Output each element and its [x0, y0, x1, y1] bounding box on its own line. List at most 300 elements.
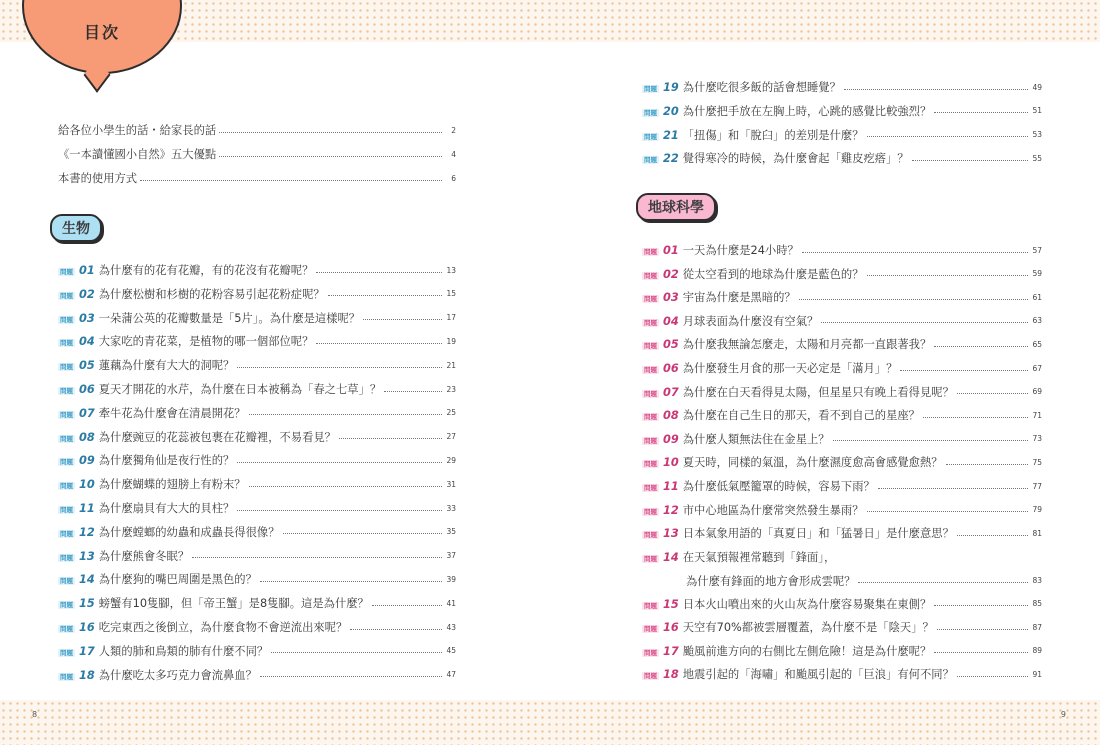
toc-entry[interactable]	[642, 384, 1042, 400]
toc-entry-label	[642, 384, 954, 400]
toc-entry[interactable]	[58, 619, 456, 635]
question-badge: 問題	[60, 625, 73, 633]
page-ref: 77	[1032, 481, 1042, 491]
page-ref: 65	[1032, 339, 1042, 349]
question-title: 日本火山噴出來的火山灰為什麼容易聚集在東側？	[682, 597, 932, 611]
toc-entry[interactable]	[642, 502, 1042, 518]
question-badge: 問題	[644, 672, 657, 681]
toc-entry-label	[642, 336, 931, 352]
toc-entry[interactable]	[58, 452, 456, 468]
toc-entry-label	[58, 429, 336, 445]
toc-entry-label	[58, 619, 347, 635]
question-title: 日本氣象用語的「真夏日」和「猛暑日」是什麼意思？	[682, 527, 954, 541]
dot-leader	[237, 462, 442, 463]
question-number: 16	[79, 621, 95, 634]
question-badge: 問題	[60, 529, 73, 538]
question-number: 03	[663, 291, 679, 305]
question-number: 16	[663, 621, 679, 635]
toc-entry[interactable]	[642, 478, 1042, 494]
question-title: 為什麼吃太多巧克力會流鼻血？	[98, 668, 257, 682]
toc-entry-label	[58, 476, 246, 492]
toc-entry-label	[58, 381, 381, 397]
page-ref: 73	[1032, 434, 1042, 444]
question-title: 為什麼狗的嘴巴周圍是黑色的？	[98, 573, 257, 587]
page-ref: 89	[1032, 646, 1042, 656]
page-ref: 35	[446, 527, 456, 537]
page-ref: 4	[451, 149, 456, 159]
dot-leader	[867, 136, 1029, 137]
question-badge: 問題	[644, 507, 657, 516]
question-badge: 問題	[60, 410, 73, 419]
question-title: 蓮藕為什麼有大大的洞呢？	[98, 359, 235, 373]
question-title: 為什麼有的花有花瓣，有的花沒有花瓣呢？	[98, 264, 314, 277]
toc-entry-label	[58, 357, 234, 373]
question-title: 為什麼吃很多飯的話會想睡覺？	[682, 81, 841, 94]
question-badge: 問題	[60, 268, 73, 276]
question-badge: 問題	[60, 506, 73, 514]
dot-leader	[249, 486, 442, 487]
question-title: 吃完東西之後倒立，為什麼食物不會逆流出來呢？	[98, 621, 348, 634]
dot-leader	[192, 557, 442, 558]
question-title: 在天氣預報裡常聽到「鋒面」，	[682, 550, 836, 564]
page-ref: 61	[1032, 292, 1042, 302]
question-number: 12	[79, 525, 95, 539]
toc-entry[interactable]	[58, 667, 456, 683]
toc-entry-label	[58, 571, 257, 587]
dot-leader	[878, 488, 1028, 489]
question-title: 夏天才開花的水芹，為什麼在日本被稱為「春之七草」？	[98, 383, 382, 396]
page-ref: 33	[446, 503, 456, 513]
question-number: 18	[79, 668, 95, 682]
dot-leader	[372, 605, 442, 606]
question-number: 14	[663, 550, 679, 564]
dot-leader	[934, 652, 1028, 653]
question-badge: 問題	[644, 108, 657, 117]
question-number: 18	[663, 668, 679, 682]
question-title: 本書的使用方式	[58, 172, 138, 185]
page-ref: 47	[446, 670, 456, 680]
page-number-right: 9	[1060, 710, 1066, 719]
dot-leader	[937, 629, 1028, 630]
question-number: 20	[663, 104, 679, 118]
question-number: 09	[663, 432, 679, 446]
toc-entry[interactable]	[642, 666, 1042, 682]
question-number: 15	[79, 597, 95, 611]
question-number: 17	[663, 644, 679, 658]
dot-leader	[821, 322, 1028, 323]
question-title: 為什麼低氣壓籠罩的時候，容易下雨？	[682, 480, 875, 493]
question-number: 11	[79, 502, 95, 515]
toc-entry[interactable]	[642, 336, 1042, 352]
toc-entry-label	[642, 407, 920, 423]
dot-leader	[957, 535, 1028, 536]
question-title: 從太空看到的地球為什麼是藍色的？	[682, 267, 864, 281]
toc-entry-label	[58, 170, 137, 186]
toc-entry[interactable]	[642, 407, 1042, 423]
dot-leader	[339, 438, 442, 439]
question-badge: 問題	[60, 339, 73, 348]
question-badge: 問題	[644, 625, 657, 634]
question-badge: 問題	[644, 318, 657, 327]
toc-entry-label	[642, 478, 875, 494]
dot-leader	[283, 533, 443, 534]
toc-entry-label	[58, 548, 189, 564]
toc-entry[interactable]	[642, 643, 1042, 659]
dot-leader	[219, 156, 442, 157]
dot-leader	[934, 112, 1028, 113]
question-badge: 問題	[644, 531, 657, 540]
toc-entry-label	[642, 150, 909, 166]
dot-leader	[934, 605, 1028, 606]
page-ref: 43	[446, 622, 456, 632]
question-badge: 問題	[60, 458, 73, 467]
page-title: 目次	[83, 23, 120, 42]
toc-entry-label	[58, 452, 234, 468]
question-number: 15	[663, 597, 679, 611]
question-title: 一朵蒲公英的花瓣數量是「5片」。為什麼是這樣呢？	[98, 311, 361, 325]
page-ref: 49	[1032, 82, 1042, 92]
question-badge: 問題	[60, 315, 73, 324]
question-number: 07	[663, 385, 679, 399]
question-number: 19	[663, 81, 679, 94]
question-number: 14	[79, 573, 95, 587]
question-title: 大家吃的青花菜，是植物的哪一個部位呢？	[98, 335, 314, 349]
page-ref: 37	[446, 551, 456, 561]
toc-entry[interactable]	[58, 571, 456, 587]
toc-entry[interactable]	[642, 596, 1042, 612]
question-badge: 問題	[60, 387, 73, 395]
question-number: 12	[663, 503, 679, 517]
toc-entry-label	[58, 405, 246, 421]
question-badge: 問題	[644, 389, 657, 398]
question-number: 08	[79, 430, 95, 444]
question-badge: 問題	[60, 601, 73, 610]
question-title-continued: 為什麼有鋒面的地方會形成雲呢？	[686, 574, 856, 588]
question-title: 颱風前進方向的右側比左側危險！這是為什麼呢？	[682, 644, 932, 658]
toc-entry[interactable]	[58, 310, 456, 326]
page-ref: 63	[1032, 316, 1042, 326]
page-ref: 15	[446, 289, 456, 299]
question-title: 為什麼蝴蝶的翅膀上有粉末？	[98, 478, 246, 492]
question-title: 為什麼人類無法住在金星上？	[682, 432, 830, 446]
page-ref: 67	[1032, 363, 1042, 373]
dot-leader	[260, 581, 442, 582]
question-number: 07	[79, 406, 95, 420]
question-badge: 問題	[644, 342, 657, 351]
dot-leader	[957, 393, 1028, 394]
toc-entry-label	[642, 360, 897, 376]
dot-leader	[316, 272, 442, 273]
toc-entry[interactable]	[642, 360, 1042, 376]
dot-leader	[328, 295, 442, 296]
question-number: 10	[663, 456, 679, 470]
question-number: 22	[663, 152, 679, 166]
question-title: 「扭傷」和「脫臼」的差別是什麼？	[682, 128, 864, 142]
question-badge: 問題	[644, 271, 657, 280]
page-ref: 81	[1032, 528, 1042, 538]
toc-entry[interactable]	[58, 476, 456, 492]
toc-entry-label	[642, 431, 830, 447]
toc-entry[interactable]	[642, 150, 1042, 166]
page-ref: 23	[446, 384, 456, 394]
question-badge: 問題	[644, 601, 657, 610]
question-title: 為什麼我無論怎麼走，太陽和月亮都一直跟著我？	[682, 338, 932, 352]
toc-entry[interactable]	[642, 549, 1042, 565]
question-title: 為什麼豌豆的花蕊被包裹在花瓣裡，不易看見？	[98, 430, 336, 444]
question-number: 04	[663, 314, 679, 328]
toc-entry[interactable]	[58, 333, 456, 349]
page-ref: 59	[1032, 269, 1042, 279]
toc-entry[interactable]	[58, 548, 456, 564]
question-badge: 問題	[644, 132, 657, 141]
question-badge: 問題	[644, 484, 657, 492]
toc-entry[interactable]	[58, 429, 456, 445]
toc-entry-label	[642, 242, 799, 258]
toc-entry-label	[58, 310, 360, 326]
toc-entry[interactable]	[58, 381, 456, 397]
question-number: 13	[663, 527, 679, 541]
toc-entry[interactable]	[58, 262, 456, 278]
page-ref: 31	[446, 479, 456, 489]
question-badge: 問題	[60, 672, 73, 681]
question-number: 03	[79, 311, 95, 325]
question-title: 宇宙為什麼是黑暗的？	[682, 291, 796, 305]
dot-leader	[833, 440, 1028, 441]
toc-entry-label	[58, 643, 268, 659]
dot-leader	[316, 343, 442, 344]
page-ref: 91	[1032, 669, 1042, 679]
toc-entry-label	[642, 79, 841, 95]
dot-leader	[912, 160, 1028, 161]
dot-leader	[957, 676, 1028, 677]
question-badge: 問題	[644, 156, 657, 165]
page-ref: 45	[446, 646, 456, 656]
page-ref: 13	[446, 265, 456, 275]
toc-entry[interactable]	[642, 103, 1042, 119]
question-title: 為什麼在白天看得見太陽，但星星只有晚上看得見呢？	[682, 385, 954, 399]
toc-entry[interactable]	[58, 643, 456, 659]
toc-entry-label	[642, 525, 954, 541]
question-title: 月球表面為什麼沒有空氣？	[682, 314, 819, 328]
toc-entry-label	[58, 146, 216, 162]
dot-leader	[219, 132, 442, 133]
toc-entry-label	[642, 619, 934, 635]
toc-entry[interactable]	[58, 170, 456, 186]
question-title: 《一本讀懂國小自然》五大優點	[58, 148, 217, 161]
question-title: 為什麼螳螂的幼蟲和成蟲長得很像？	[98, 525, 280, 539]
dot-leader	[260, 676, 442, 677]
question-badge: 問題	[644, 366, 657, 374]
dot-leader	[799, 299, 1028, 300]
page-ref: 29	[446, 455, 456, 465]
question-title: 為什麼把手放在左胸上時，心跳的感覺比較強烈？	[682, 104, 932, 118]
section-tag-earth-science: 地球科學	[636, 193, 716, 221]
page-ref: 17	[446, 313, 456, 323]
question-title: 為什麼熊會冬眠？	[98, 549, 190, 563]
question-badge: 問題	[60, 363, 73, 372]
toc-entry-label	[58, 595, 369, 611]
question-number: 17	[79, 644, 95, 658]
question-badge: 問題	[644, 295, 657, 304]
dot-leader	[350, 629, 442, 630]
question-badge: 問題	[644, 648, 657, 657]
dot-leader	[923, 417, 1028, 418]
page-ref: 83	[1032, 576, 1042, 586]
toc-entry-label	[642, 289, 796, 305]
dot-leader	[363, 319, 442, 320]
question-title: 為什麼扇貝有大大的貝柱？	[98, 502, 235, 515]
page-ref: 87	[1032, 622, 1042, 632]
page-ref: 79	[1032, 505, 1042, 515]
dot-leader	[802, 252, 1028, 253]
question-number: 09	[79, 454, 95, 468]
toc-entry-continuation[interactable]	[686, 573, 1042, 589]
dot-leader	[271, 652, 442, 653]
page-ref: 85	[1032, 599, 1042, 609]
page-ref: 21	[446, 360, 456, 370]
toc-entry-label	[58, 524, 280, 540]
question-number: 05	[663, 338, 679, 352]
question-title: 人類的肺和鳥類的肺有什麼不同？	[98, 644, 269, 658]
dot-leader	[384, 391, 442, 392]
toc-entry[interactable]	[642, 454, 1042, 470]
question-badge: 問題	[644, 413, 657, 422]
question-badge: 問題	[60, 482, 73, 491]
question-title: 為什麼松樹和杉樹的花粉容易引起花粉症呢？	[98, 287, 325, 301]
question-title: 覺得寒冷的時候，為什麼會起「雞皮疙瘩」？	[682, 152, 909, 166]
toc-entry-label	[642, 103, 931, 119]
page-ref: 27	[446, 432, 456, 442]
section-tag-biology: 生物	[50, 214, 102, 242]
question-title: 螃蟹有10隻腳，但「帝王蟹」是8隻腳。這是為什麼？	[98, 597, 369, 611]
question-number: 06	[79, 383, 95, 396]
page-ref: 55	[1032, 153, 1042, 163]
toc-entry-label	[642, 643, 931, 659]
page-ref: 2	[451, 125, 456, 135]
question-title: 為什麼發生月食的那一天必定是「滿月」？	[682, 362, 898, 375]
page-number-left: 8	[32, 710, 38, 719]
question-number: 01	[663, 244, 679, 257]
question-title: 一天為什麼是24小時？	[682, 244, 799, 257]
question-badge: 問題	[60, 648, 73, 657]
page-ref: 75	[1032, 457, 1042, 467]
toc-entry[interactable]	[58, 524, 456, 540]
toc-entry[interactable]	[642, 313, 1042, 329]
toc-entry[interactable]	[58, 405, 456, 421]
toc-entry[interactable]	[58, 595, 456, 611]
page-ref: 69	[1032, 387, 1042, 397]
question-badge: 問題	[644, 85, 657, 93]
page-ref: 51	[1032, 106, 1042, 116]
toc-entry-label	[58, 262, 313, 278]
page-ref: 41	[446, 598, 456, 608]
page-ref: 25	[446, 408, 456, 418]
question-number: 06	[663, 362, 679, 375]
dot-leader	[900, 370, 1028, 371]
toc-entry-label	[642, 666, 954, 682]
toc-entry-label	[642, 313, 818, 329]
toc-entry[interactable]	[58, 357, 456, 373]
dot-leader	[249, 414, 442, 415]
question-badge: 問題	[60, 291, 73, 300]
toc-entry-label	[642, 502, 864, 518]
toc-entry-label	[58, 333, 313, 349]
page-ref: 19	[446, 336, 456, 346]
toc-entry[interactable]	[642, 242, 1042, 258]
question-title: 天空有70%都被雲層覆蓋，為什麼不是「陰天」？	[682, 621, 934, 635]
question-number: 11	[663, 480, 679, 493]
dot-leader	[858, 582, 1028, 583]
toc-entry-label	[58, 122, 216, 138]
dot-leader	[237, 510, 442, 511]
question-number: 10	[79, 478, 95, 492]
question-badge: 問題	[644, 436, 657, 445]
bottom-dot-border	[0, 700, 1100, 745]
question-title: 給各位小學生的話・給家長的話	[58, 124, 217, 137]
question-title: 為什麼獨角仙是夜行性的？	[98, 454, 235, 468]
toc-entry[interactable]	[642, 79, 1042, 95]
question-number: 05	[79, 359, 95, 373]
toc-entry-label	[642, 549, 835, 565]
question-title: 市中心地區為什麼常突然發生暴雨？	[682, 503, 864, 517]
question-title: 牽牛花為什麼會在清晨開花？	[98, 406, 246, 420]
page-ref: 57	[1032, 245, 1042, 255]
question-badge: 問題	[60, 577, 73, 586]
dot-leader	[140, 180, 442, 181]
dot-leader	[867, 275, 1029, 276]
toc-entry-label	[58, 500, 234, 516]
question-badge: 問題	[60, 434, 73, 443]
toc-entry-label	[642, 454, 943, 470]
dot-leader	[844, 89, 1028, 90]
question-badge: 問題	[644, 460, 657, 469]
question-number: 02	[79, 287, 95, 301]
question-badge: 問題	[60, 553, 73, 562]
question-number: 21	[663, 128, 679, 142]
dot-leader	[237, 367, 442, 368]
question-badge: 問題	[644, 248, 657, 256]
toc-entry[interactable]	[58, 500, 456, 516]
question-title: 夏天時，同樣的氣溫，為什麼濕度愈高會感覺愈熱？	[682, 456, 943, 470]
page-ref: 39	[446, 574, 456, 584]
toc-entry-label	[642, 127, 864, 143]
toc-entry[interactable]	[642, 266, 1042, 282]
toc-entry[interactable]	[58, 146, 456, 162]
toc-entry[interactable]	[58, 286, 456, 302]
toc-entry-label	[642, 266, 864, 282]
question-title: 地震引起的「海嘯」和颱風引起的「巨浪」有何不同？	[682, 668, 954, 682]
toc-entry[interactable]	[642, 431, 1042, 447]
dot-leader	[946, 464, 1028, 465]
page-ref: 53	[1032, 130, 1042, 140]
question-title: 為什麼在自己生日的那天，看不到自己的星座？	[682, 409, 920, 423]
toc-entry[interactable]	[58, 122, 456, 138]
toc-entry-label	[58, 667, 257, 683]
toc-entry[interactable]	[642, 525, 1042, 541]
question-number: 08	[663, 409, 679, 423]
toc-entry[interactable]	[642, 127, 1042, 143]
dot-leader	[934, 346, 1028, 347]
toc-entry-label	[58, 286, 325, 302]
toc-entry[interactable]	[642, 619, 1042, 635]
question-number: 04	[79, 335, 95, 349]
toc-entry-label	[642, 596, 931, 612]
question-badge: 問題	[644, 554, 657, 563]
question-number: 02	[663, 267, 679, 281]
page-ref: 6	[451, 173, 456, 183]
question-number: 01	[79, 264, 95, 277]
toc-entry[interactable]	[642, 289, 1042, 305]
